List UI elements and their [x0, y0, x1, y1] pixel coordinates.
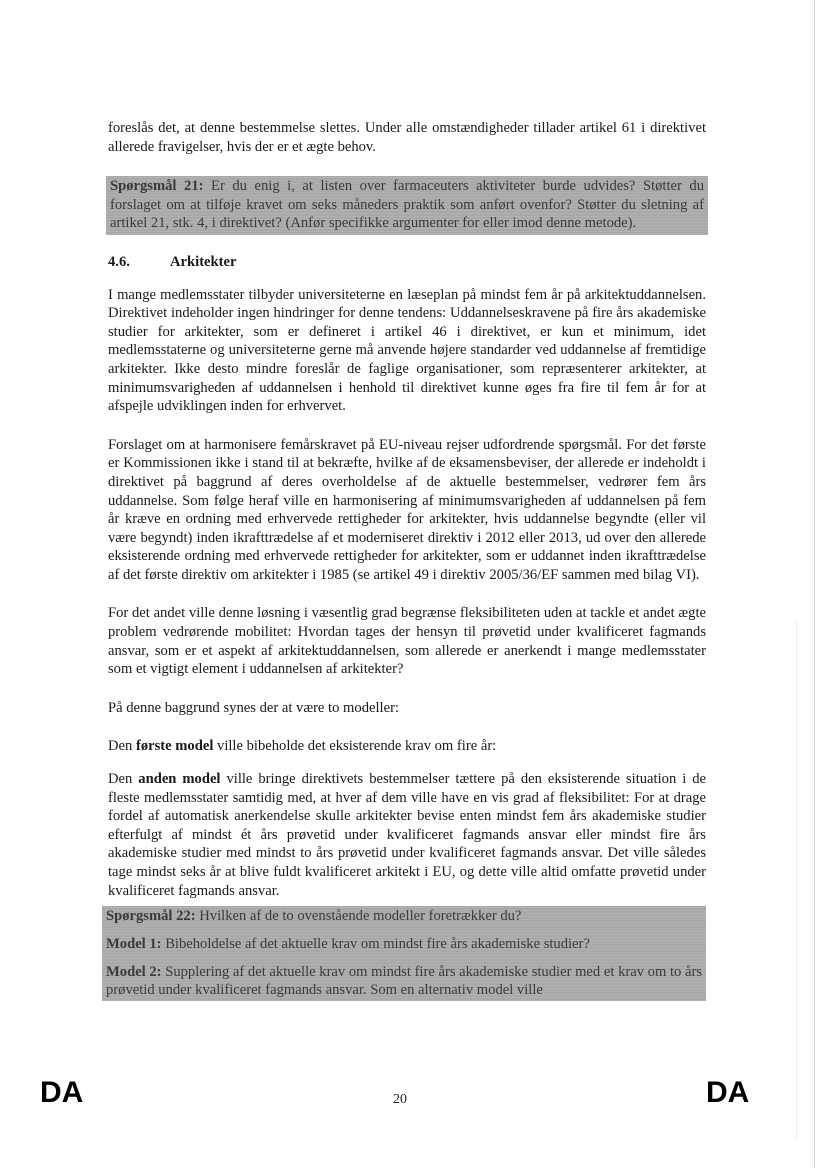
option-2-text: Supplering af det aktuelle krav om mindst fire års akademiske studier med et krav om to års prøvetid under kvalificeret fagmands ansvar. Som en alternativ model ville: [106, 964, 702, 999]
paragraph-2: Forslaget om at harmonisere femårskravet på EU-niveau rejser udfordrende spørgsmål. For det første er Kommissionen ikke i stand til at bekræfte, hvilke af de eksamensbeviser, der allerede er indeholdt i direktivet på baggrund af deres overholdelse af de aktuelle bestemmelser, vedrører fem års uddannelse. Som følge heraf ville en harmonisering af minimumsvarigheden af uddannelsen på fem år kræve en ordning med erhvervede rettigheder for arkitekter, hvis uddannelse begyndte (eller vil være begyndt) inden ikrafttrædelse af et moderniseret direktiv i 2012 eller 2013, ud over den allerede eksisterende ordning med erhvervede rettigheder for arkitekter, som er uddannet inden ikrafttrædelse af det første direktiv om arkitekter i 1985 (se artikel 49 i direktiv 2005/36/EF sammen med bilag VI).: [108, 436, 706, 583]
section-number: 4.6.: [108, 253, 130, 270]
page-edge-line-faint: [796, 620, 797, 1140]
question-22-option-2: [106, 963, 702, 999]
top-paragraph: foreslås det, at denne bestemmelse slettes. Under alle omstændigheder tillader artikel 61 i direktivet allerede fravigelser, hvis der er et ægte behov.: [108, 120, 706, 155]
paragraph-1: I mange medlemsstater tilbyder universiteterne en læseplan på mindst fem år på arkitektuddannelsen. Direktivet indeholder ingen hindringer for denne tendens: Uddannelseskravene på fire års akademiske studier for arkitekter, som er defineret i artikel 46 i direktivet, er kun et minimum, idet medlemsstaterne og universiteterne gerne må anvende højere standarder ved uddannelse af fremtidige arkitekter. Ikke desto mindre foreslår de faglige organisationer, som repræsenterer arkitekter, at minimumsvarigheden af uddannelsen i henhold til direktivet kunne øges fra fire til fem år for at afspejle udviklingen inden for erhvervet.: [108, 286, 706, 415]
model-2-suffix: ville bringe direktivets bestemmelser tættere på den eksisterende situation i de fleste medlemsstater samtidig med, at hver af dem ville have en vis grad af fleksibilitet: For at drage fordel af automatisk anerkendelse skulle arkitekter bevise enten mindst fem års akademiske studier efterfulgt af mindst ét års prøvetid under kvalificeret fagmands ansvar eller mindst fire års akademiske studier med mindst to års prøvetid under kvalificeret fagmands ansvar. Det ville således tage mindst seks år at blive fuldt kvalificeret arkitekt i EU, og dette ville altid omfatte prøvetid under kvalificeret fagmands ansvar.: [108, 771, 707, 899]
paragraph-3: For det andet ville denne løsning i væsentlig grad begrænse fleksibiliteten uden at tackle et andet ægte problem vedrørende mobilitet: Hvordan tages der hensyn til prøvetid under kvalificeret fagmands ansvar, som er et aspekt af arkitektuddannelsen, som allerede er anerkendt i mange medlemsstater som et vigtigt element i uddannelsen af arkitekter?: [108, 605, 706, 678]
question-22-text: Hvilken af de to ovenstående modeller foretrækker du?: [199, 908, 522, 925]
paragraph-model-1: [108, 737, 706, 756]
language-code-left: DA: [40, 1076, 84, 1109]
model-2-bold: anden model: [138, 771, 221, 788]
question-21-box: [106, 176, 708, 235]
question-21-label: Spørgsmål 21:: [110, 178, 204, 195]
model-1-prefix: Den: [108, 738, 136, 755]
option-1-label: Model 1:: [106, 936, 162, 953]
question-22-line: [106, 907, 702, 925]
question-22-label: Spørgsmål 22:: [106, 908, 196, 925]
language-code-right: DA: [706, 1076, 750, 1109]
document-body: [108, 119, 706, 1001]
model-1-suffix: ville bibeholde det eksisterende krav om fire år:: [213, 738, 497, 755]
question-22-option-1: [106, 935, 702, 953]
model-2-prefix: Den: [108, 771, 139, 788]
paragraph-4: På denne baggrund synes der at være to modeller:: [108, 699, 399, 716]
section-heading: [108, 253, 706, 272]
model-1-bold: første model: [135, 738, 214, 755]
paragraph-model-2: [108, 770, 706, 900]
question-22-box: [102, 906, 706, 1001]
section-title: Arkitekter: [170, 253, 237, 270]
page-edge-line: [814, 0, 815, 1168]
page-number: 20: [393, 1092, 407, 1107]
option-1-text: Bibeholdelse af det aktuelle krav om mindst fire års akademiske studier?: [165, 936, 590, 953]
option-2-label: Model 2:: [106, 964, 162, 981]
question-21-text: Er du enig i, at listen over farmaceuters aktiviteter burde udvides? Støtter du forslaget om at tilføje kravet om seks måneders praktik som anført ovenfor? Støtter du sletning af artikel 21, stk. 4, i direktivet? (Anfør specifikke argumenter for eller imod denne metode).: [110, 178, 704, 232]
